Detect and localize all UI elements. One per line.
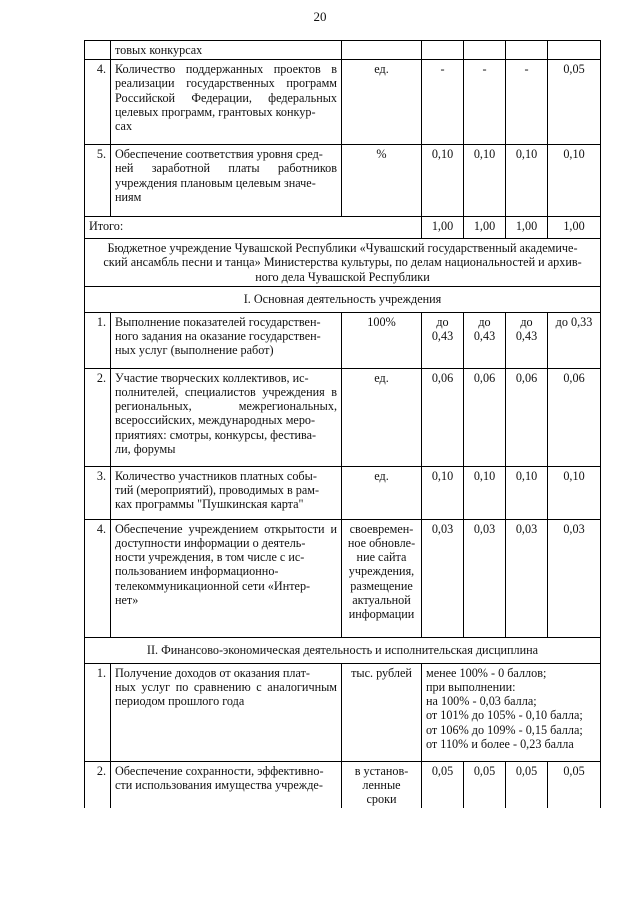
row-description: Обеспечение учреждением открытости и доступности информации о деятель- ности учреждения, в том числе с ис- пользованием информационно- телекоммуникационной сети «Интер- нет» xyxy=(111,519,342,637)
total-row xyxy=(85,217,601,239)
row-description: Количество поддержанных проектов в реализации государственных программ Российской Федерации, федеральных целевых программ, грантовых конкур- сах xyxy=(111,60,342,145)
row-value-1: 0,10 xyxy=(422,145,464,217)
row-value-2: 0,10 xyxy=(464,145,506,217)
row-value-2: - xyxy=(464,60,506,145)
row-value-1: до 0,43 xyxy=(422,312,464,368)
row-criteria: менее 100% - 0 баллов; при выполнении: на 100% - 0,03 балла; от 101% до 105% - 0,10 балла; от 106% до 109% - 0,15 балла; от 110% и более - 0,23 балла xyxy=(422,663,601,761)
row-value-4 xyxy=(548,41,601,60)
total-label: Итого: xyxy=(85,217,422,239)
row-description: Обеспечение соответствия уровня сред- ней заработной платы работников учреждения плановым целевым значе- ниям xyxy=(111,145,342,217)
section-heading-row xyxy=(85,286,601,312)
row-value-1: 0,06 xyxy=(422,368,464,466)
row-value-1: 0,03 xyxy=(422,519,464,637)
row-unit: в установ- ленные сроки xyxy=(342,761,422,808)
row-number: 2. xyxy=(85,368,111,466)
row-value-2: 0,03 xyxy=(464,519,506,637)
table-row xyxy=(85,145,601,217)
row-value-4: 0,06 xyxy=(548,368,601,466)
total-value-1: 1,00 xyxy=(422,217,464,239)
row-value-3 xyxy=(506,41,548,60)
row-number: 3. xyxy=(85,466,111,519)
row-value-4: 0,10 xyxy=(548,466,601,519)
table-row xyxy=(85,761,601,808)
row-value-2: 0,06 xyxy=(464,368,506,466)
row-unit: своевремен- ное обновле- ние сайта учреждения, размещение актуальной информации xyxy=(342,519,422,637)
row-value-3: 0,05 xyxy=(506,761,548,808)
table-row xyxy=(85,466,601,519)
row-unit: тыс. рублей xyxy=(342,663,422,761)
total-value-3: 1,00 xyxy=(506,217,548,239)
row-value-4: до 0,33 xyxy=(548,312,601,368)
row-description: Выполнение показателей государствен- ного задания на оказание государствен- ных услуг (выполнение работ) xyxy=(111,312,342,368)
row-number: 1. xyxy=(85,312,111,368)
row-unit: % xyxy=(342,145,422,217)
row-unit xyxy=(342,41,422,60)
row-value-3: 0,10 xyxy=(506,145,548,217)
section-2-title: II. Финансово-экономическая деятельность и исполнительская дисциплина xyxy=(85,637,601,663)
row-unit: ед. xyxy=(342,60,422,145)
table-row xyxy=(85,60,601,145)
organization-title: Бюджетное учреждение Чувашской Республики «Чувашский государственный академиче- ский ансамбль песни и танца» Министерства культуры, по делам национальностей и архив- ного дела Чувашской Республики xyxy=(85,239,601,287)
table-row xyxy=(85,519,601,637)
row-value-2 xyxy=(464,41,506,60)
table-row xyxy=(85,312,601,368)
table-row xyxy=(85,663,601,761)
row-description: Участие творческих коллективов, ис- полнителей, специалистов учреждения в региональных, межрегиональных, всероссийских, международных меро- приятиях: смотры, конкурсы, фестива- ли, форумы xyxy=(111,368,342,466)
table-row xyxy=(85,41,601,60)
row-unit: 100% xyxy=(342,312,422,368)
row-value-4: 0,03 xyxy=(548,519,601,637)
total-value-4: 1,00 xyxy=(548,217,601,239)
organization-row xyxy=(85,239,601,287)
row-description: Получение доходов от оказания плат- ных услуг по сравнению с аналогичным периодом прошлого года xyxy=(111,663,342,761)
row-number: 1. xyxy=(85,663,111,761)
row-number: 5. xyxy=(85,145,111,217)
page-number: 20 xyxy=(313,9,327,24)
row-value-4: 0,10 xyxy=(548,145,601,217)
row-description: Количество участников платных собы- тий (мероприятий), проводимых в рам- ках программы "Пушкинская карта" xyxy=(111,466,342,519)
row-value-1: - xyxy=(422,60,464,145)
row-unit: ед. xyxy=(342,466,422,519)
row-value-3: 0,03 xyxy=(506,519,548,637)
row-description: товых конкурсах xyxy=(111,41,342,60)
row-value-2: 0,05 xyxy=(464,761,506,808)
row-value-3: - xyxy=(506,60,548,145)
row-value-2: 0,10 xyxy=(464,466,506,519)
row-value-1 xyxy=(422,41,464,60)
row-description: Обеспечение сохранности, эффективно- сти использования имущества учрежде- xyxy=(111,761,342,808)
row-value-3: до 0,43 xyxy=(506,312,548,368)
row-value-4: 0,05 xyxy=(548,60,601,145)
row-number: 2. xyxy=(85,761,111,808)
row-number: 4. xyxy=(85,60,111,145)
row-value-3: 0,10 xyxy=(506,466,548,519)
row-value-1: 0,05 xyxy=(422,761,464,808)
row-value-1: 0,10 xyxy=(422,466,464,519)
criteria-table xyxy=(84,40,601,808)
row-unit: ед. xyxy=(342,368,422,466)
section-1-title: I. Основная деятельность учреждения xyxy=(85,286,601,312)
total-value-2: 1,00 xyxy=(464,217,506,239)
row-value-3: 0,06 xyxy=(506,368,548,466)
row-number: 4. xyxy=(85,519,111,637)
table-row xyxy=(85,368,601,466)
section-heading-row xyxy=(85,637,601,663)
row-value-2: до 0,43 xyxy=(464,312,506,368)
row-number xyxy=(85,41,111,60)
row-value-4: 0,05 xyxy=(548,761,601,808)
